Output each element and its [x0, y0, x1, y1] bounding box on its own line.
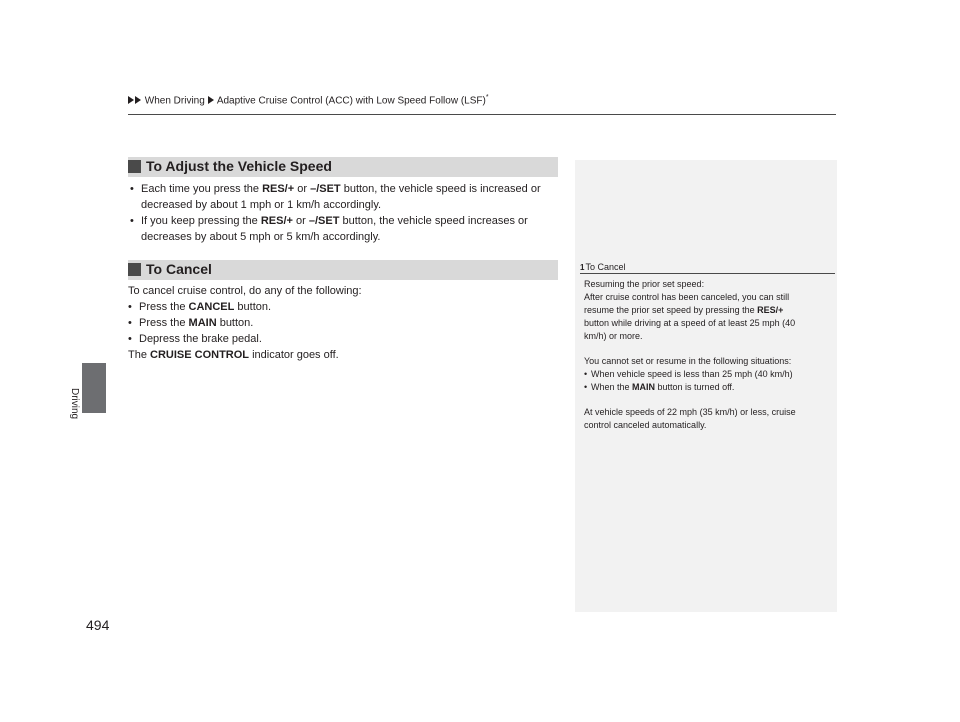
- text: Depress the brake pedal.: [139, 333, 262, 345]
- res-button-label: RES/+: [262, 183, 295, 195]
- text: decreases by about 5 mph or 5 km/h accordingly.: [141, 231, 381, 243]
- cancel-intro: To cancel cruise control, do any of the following:: [128, 285, 362, 297]
- note-line: km/h) or more.: [584, 331, 643, 341]
- note-body: [584, 278, 834, 432]
- section-title: To Cancel: [146, 261, 212, 277]
- adjust-body: [130, 181, 570, 245]
- bullet: •: [130, 215, 134, 227]
- bullet: •: [584, 369, 588, 379]
- text: button, the vehicle speed increases or: [339, 215, 528, 227]
- note-heading-text: To Cancel: [585, 262, 626, 272]
- text: button, the vehicle speed is increased or: [340, 183, 541, 195]
- set-button-label: –/SET: [308, 215, 340, 227]
- spacer: [584, 394, 834, 406]
- chapter-tab: [82, 363, 106, 413]
- cancel-body: [128, 283, 568, 363]
- list-item: [130, 181, 570, 213]
- text: Press the: [139, 317, 189, 329]
- section-square-icon: [128, 263, 141, 276]
- text: Press the: [139, 301, 189, 313]
- text: button.: [234, 301, 272, 313]
- list-item: [128, 299, 568, 315]
- note-rule: [580, 273, 835, 274]
- page-number: 494: [86, 617, 110, 633]
- list-item: [130, 213, 570, 245]
- res-button-label: RES/+: [260, 215, 293, 227]
- breadcrumb-arrow-icon: [128, 96, 134, 104]
- chapter-label: Driving: [69, 388, 80, 420]
- note-line: Resuming the prior set speed:: [584, 279, 705, 289]
- text: or: [294, 183, 311, 195]
- bullet: •: [128, 333, 132, 345]
- text: decreased by about 1 mph or 1 km/h accordingly.: [141, 199, 382, 211]
- section-title: To Adjust the Vehicle Speed: [146, 158, 332, 174]
- list-item: [128, 331, 568, 347]
- note-line: button while driving at a speed of at least 25 mph (40: [584, 318, 796, 328]
- main-button-label: MAIN: [188, 317, 217, 329]
- bullet: •: [128, 301, 132, 313]
- text: resume the prior set speed by pressing the: [584, 305, 758, 315]
- text: button.: [216, 317, 254, 329]
- spacer: [584, 343, 834, 355]
- text: When the: [591, 382, 633, 392]
- text: button is turned off.: [655, 382, 735, 392]
- section-header-adjust-speed: [128, 157, 558, 177]
- text: or: [292, 215, 309, 227]
- text: indicator goes off.: [249, 349, 339, 361]
- list-item: [584, 381, 834, 394]
- note-line: After cruise control has been canceled, you can still: [584, 292, 790, 302]
- breadcrumb-arrow-icon: [135, 96, 141, 104]
- res-button-label: RES/+: [757, 305, 784, 315]
- note-line: control canceled automatically.: [584, 420, 707, 430]
- text: If you keep pressing the: [141, 215, 261, 227]
- cancel-outcome: [128, 347, 568, 363]
- breadcrumb-asterisk: *: [485, 94, 489, 101]
- cruise-control-indicator-label: CRUISE CONTROL: [150, 349, 250, 361]
- note-icon: 1: [580, 263, 585, 272]
- bullet: •: [130, 183, 134, 195]
- text: Each time you press the: [141, 183, 263, 195]
- note-line: At vehicle speeds of 22 mph (35 km/h) or less, cruise: [584, 407, 796, 417]
- main-button-label: MAIN: [632, 382, 656, 392]
- text: When vehicle speed is less than 25 mph (40 km/h): [591, 369, 793, 379]
- bullet: •: [584, 382, 588, 392]
- note-line: [584, 304, 834, 317]
- breadcrumb-arrow-icon: [208, 96, 214, 104]
- text: The: [128, 349, 151, 361]
- list-item: [584, 368, 834, 381]
- section-header-cancel: [128, 260, 558, 280]
- note-heading: [580, 262, 625, 272]
- bullet: •: [128, 317, 132, 329]
- cancel-button-label: CANCEL: [188, 301, 235, 313]
- breadcrumb-part-acc[interactable]: Adaptive Cruise Control (ACC) with Low Speed Follow (LSF): [216, 95, 486, 107]
- section-square-icon: [128, 160, 141, 173]
- breadcrumb-part-when-driving[interactable]: When Driving: [144, 95, 205, 107]
- header-rule: [128, 114, 836, 115]
- set-button-label: –/SET: [310, 183, 341, 195]
- breadcrumb: [128, 94, 489, 106]
- list-item: [128, 315, 568, 331]
- note-line: You cannot set or resume in the following situations:: [584, 356, 792, 366]
